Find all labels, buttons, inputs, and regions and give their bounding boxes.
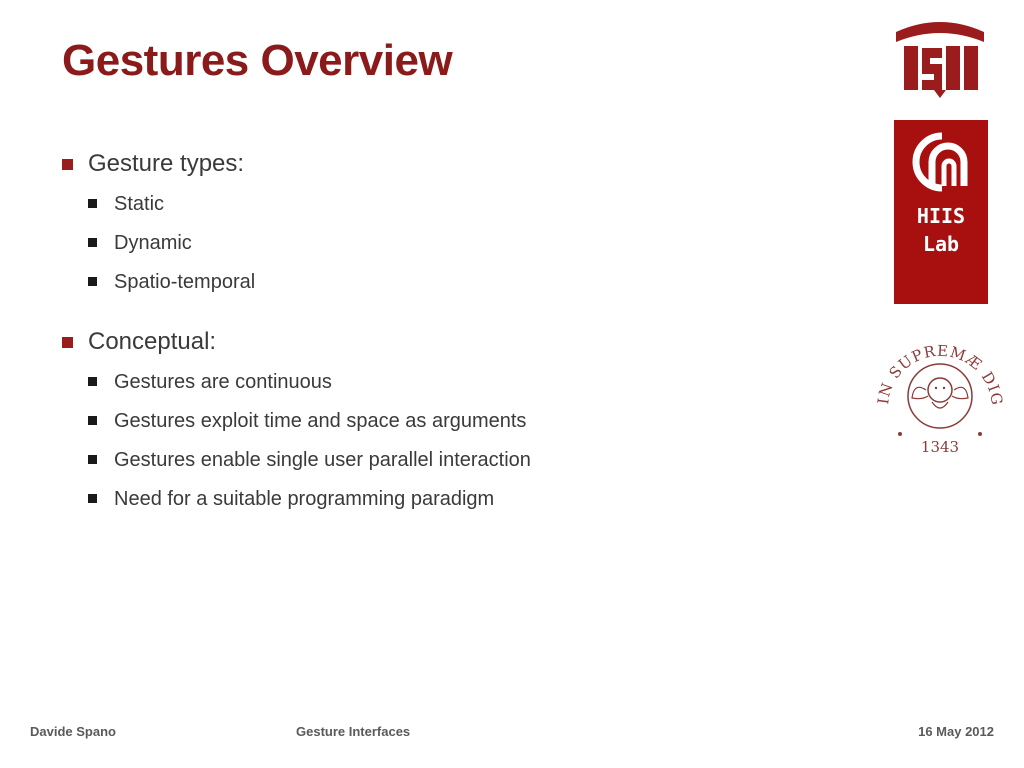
bullet-level2 — [88, 487, 814, 511]
bullet-text: Spatio-temporal — [114, 271, 256, 293]
bullet-text: Gesture types: — [88, 150, 245, 177]
bullet-level1 — [62, 150, 244, 178]
square-bullet-icon — [88, 416, 97, 425]
bullet-level2 — [88, 270, 714, 294]
square-bullet-icon — [62, 337, 73, 348]
bullet-section-gesture-types — [62, 150, 256, 293]
bullet-level1 — [62, 328, 216, 356]
bullet-level2 — [88, 448, 814, 472]
university-seal-logo — [870, 330, 1008, 460]
seal-text: IN SUPREMÆ DIG — [874, 341, 1007, 407]
slide-title: Gestures Overview — [62, 36, 453, 85]
bullet-level2 — [88, 409, 814, 433]
footer-date: 16 May 2012 — [918, 724, 994, 739]
svg-text:IN SUPREMÆ DIGNITATIS — [870, 330, 1006, 407]
isti-logo — [892, 18, 988, 98]
bullet-text: Conceptual: — [88, 328, 217, 355]
bullet-text: Dynamic — [114, 232, 192, 254]
hiis-label: HIIS — [916, 204, 966, 228]
bullet-text: Gestures exploit time and space as arguments — [114, 410, 527, 432]
square-bullet-icon — [88, 377, 97, 386]
square-bullet-icon — [88, 494, 97, 503]
footer-author: Davide Spano — [30, 724, 116, 739]
square-bullet-icon — [88, 199, 97, 208]
square-bullet-icon — [88, 238, 97, 247]
isti-logo-icon — [892, 18, 988, 98]
bullet-text: Need for a suitable programming paradigm — [114, 488, 495, 510]
bullet-level2 — [88, 231, 714, 255]
bullet-section-conceptual — [62, 328, 531, 510]
seal-year: 1343 — [920, 438, 960, 456]
bullet-text: Gestures enable single user parallel interaction — [114, 449, 531, 471]
square-bullet-icon — [62, 159, 73, 170]
cnr-logo-icon — [894, 120, 988, 200]
bullet-text: Gestures are continuous — [114, 371, 332, 393]
bullet-text: Static — [114, 193, 165, 215]
square-bullet-icon — [88, 277, 97, 286]
seal-icon — [870, 330, 1008, 460]
bullet-level2 — [88, 192, 714, 216]
square-bullet-icon — [88, 455, 97, 464]
lab-label: Lab — [922, 232, 960, 256]
bullet-level2 — [88, 370, 814, 394]
hiis-lab-logo — [894, 120, 988, 304]
footer-topic: Gesture Interfaces — [296, 724, 411, 739]
